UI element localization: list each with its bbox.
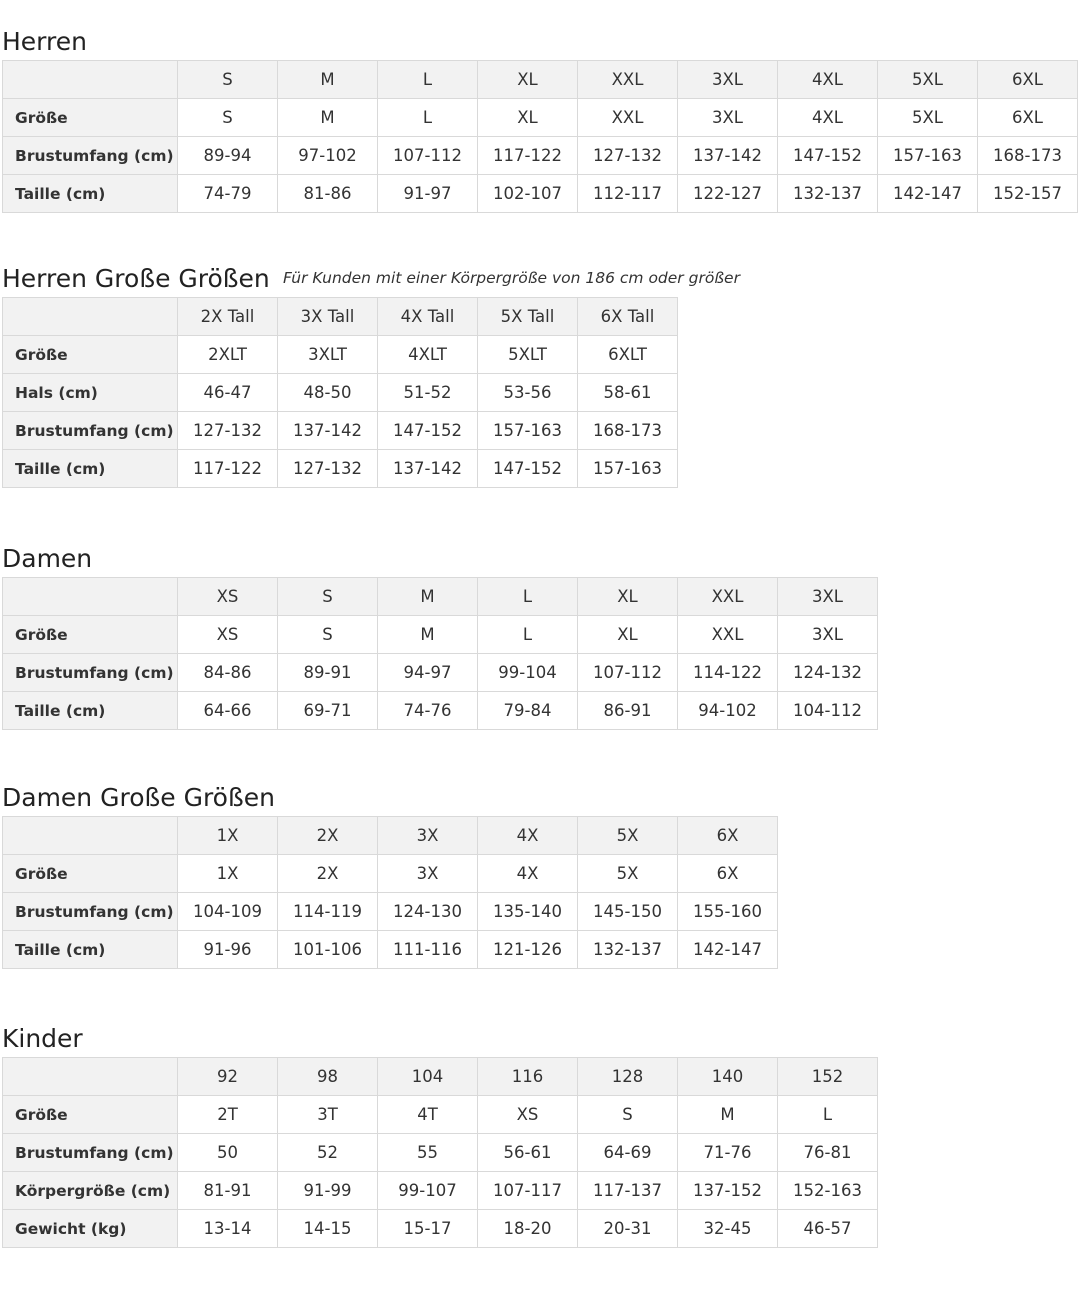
table-row bbox=[3, 336, 678, 374]
size-table-damen-grosse-groessen bbox=[2, 816, 778, 969]
table-cell: 71-76 bbox=[678, 1134, 778, 1172]
row-label: Taille (cm) bbox=[3, 175, 178, 213]
table-cell: 46-47 bbox=[178, 374, 278, 412]
column-header: XL bbox=[478, 61, 578, 99]
header-row bbox=[3, 817, 778, 855]
column-header: 2X Tall bbox=[178, 298, 278, 336]
section-damen bbox=[2, 535, 878, 730]
table-row bbox=[3, 692, 878, 730]
table-cell: 147-152 bbox=[778, 137, 878, 175]
table-cell: 50 bbox=[178, 1134, 278, 1172]
corner-cell bbox=[3, 298, 178, 336]
table-cell: 91-96 bbox=[178, 931, 278, 969]
table-cell: 168-173 bbox=[978, 137, 1078, 175]
size-table-damen bbox=[2, 577, 878, 730]
table-cell: 91-97 bbox=[378, 175, 478, 213]
section-header bbox=[2, 255, 740, 297]
column-header: S bbox=[278, 578, 378, 616]
table-cell: 3X bbox=[378, 855, 478, 893]
table-cell: 137-142 bbox=[678, 137, 778, 175]
column-header: 152 bbox=[778, 1058, 878, 1096]
table-cell: 3XL bbox=[778, 616, 878, 654]
table-cell: 52 bbox=[278, 1134, 378, 1172]
column-header: 104 bbox=[378, 1058, 478, 1096]
corner-cell bbox=[3, 817, 178, 855]
table-cell: 127-132 bbox=[578, 137, 678, 175]
table-cell: 15-17 bbox=[378, 1210, 478, 1248]
table-cell: 152-163 bbox=[778, 1172, 878, 1210]
section-title: Herren bbox=[2, 27, 87, 56]
column-header: 3XL bbox=[678, 61, 778, 99]
table-row bbox=[3, 893, 778, 931]
table-row bbox=[3, 1096, 878, 1134]
row-label: Brustumfang (cm) bbox=[3, 137, 178, 175]
table-cell: 132-137 bbox=[578, 931, 678, 969]
row-label: Taille (cm) bbox=[3, 450, 178, 488]
table-cell: 89-94 bbox=[178, 137, 278, 175]
table-cell: 142-147 bbox=[878, 175, 978, 213]
table-cell: 2T bbox=[178, 1096, 278, 1134]
table-cell: 3XLT bbox=[278, 336, 378, 374]
header-row bbox=[3, 61, 1078, 99]
table-cell: 147-152 bbox=[378, 412, 478, 450]
table-cell: 79-84 bbox=[478, 692, 578, 730]
table-cell: 111-116 bbox=[378, 931, 478, 969]
table-cell: 157-163 bbox=[878, 137, 978, 175]
table-cell: 3XL bbox=[678, 99, 778, 137]
table-cell: 99-107 bbox=[378, 1172, 478, 1210]
table-cell: 1X bbox=[178, 855, 278, 893]
column-header: M bbox=[278, 61, 378, 99]
column-header: M bbox=[378, 578, 478, 616]
table-cell: 4XLT bbox=[378, 336, 478, 374]
column-header: 3XL bbox=[778, 578, 878, 616]
table-cell: 142-147 bbox=[678, 931, 778, 969]
column-header: 6XL bbox=[978, 61, 1078, 99]
table-cell: 4T bbox=[378, 1096, 478, 1134]
column-header: 2X bbox=[278, 817, 378, 855]
table-cell: 117-122 bbox=[178, 450, 278, 488]
table-cell: 3T bbox=[278, 1096, 378, 1134]
table-cell: 168-173 bbox=[578, 412, 678, 450]
table-cell: 107-112 bbox=[578, 654, 678, 692]
table-cell: 122-127 bbox=[678, 175, 778, 213]
table-row bbox=[3, 1210, 878, 1248]
table-cell: 127-132 bbox=[278, 450, 378, 488]
row-label: Taille (cm) bbox=[3, 692, 178, 730]
row-label: Größe bbox=[3, 855, 178, 893]
table-cell: 132-137 bbox=[778, 175, 878, 213]
table-cell: 155-160 bbox=[678, 893, 778, 931]
table-row bbox=[3, 1172, 878, 1210]
table-cell: L bbox=[478, 616, 578, 654]
table-cell: 84-86 bbox=[178, 654, 278, 692]
table-cell: 4XL bbox=[778, 99, 878, 137]
table-cell: 91-99 bbox=[278, 1172, 378, 1210]
table-cell: 56-61 bbox=[478, 1134, 578, 1172]
size-table-kinder bbox=[2, 1057, 878, 1248]
column-header: XXL bbox=[678, 578, 778, 616]
table-cell: 58-61 bbox=[578, 374, 678, 412]
table-cell: M bbox=[278, 99, 378, 137]
table-cell: XS bbox=[178, 616, 278, 654]
column-header: 128 bbox=[578, 1058, 678, 1096]
section-header bbox=[2, 774, 778, 816]
row-label: Brustumfang (cm) bbox=[3, 1134, 178, 1172]
column-header: 5X Tall bbox=[478, 298, 578, 336]
table-cell: 124-132 bbox=[778, 654, 878, 692]
section-note: Für Kunden mit einer Körpergröße von 186 cm oder größer bbox=[283, 269, 740, 287]
section-header bbox=[2, 1015, 878, 1057]
table-cell: 48-50 bbox=[278, 374, 378, 412]
table-cell: 69-71 bbox=[278, 692, 378, 730]
table-cell: 135-140 bbox=[478, 893, 578, 931]
table-cell: 14-15 bbox=[278, 1210, 378, 1248]
column-header: 140 bbox=[678, 1058, 778, 1096]
header-row bbox=[3, 578, 878, 616]
table-cell: 5XL bbox=[878, 99, 978, 137]
row-label: Körpergröße (cm) bbox=[3, 1172, 178, 1210]
section-herren-grosse-groessen bbox=[2, 255, 740, 488]
size-table-herren-grosse-groessen bbox=[2, 297, 678, 488]
table-cell: XXL bbox=[678, 616, 778, 654]
table-cell: 76-81 bbox=[778, 1134, 878, 1172]
column-header: XS bbox=[178, 578, 278, 616]
section-title: Kinder bbox=[2, 1024, 83, 1053]
table-cell: S bbox=[278, 616, 378, 654]
table-cell: 114-122 bbox=[678, 654, 778, 692]
table-cell: 5XLT bbox=[478, 336, 578, 374]
table-cell: 157-163 bbox=[478, 412, 578, 450]
table-cell: 107-117 bbox=[478, 1172, 578, 1210]
table-cell: 137-152 bbox=[678, 1172, 778, 1210]
table-cell: 124-130 bbox=[378, 893, 478, 931]
table-row bbox=[3, 616, 878, 654]
table-cell: 64-66 bbox=[178, 692, 278, 730]
table-cell: M bbox=[378, 616, 478, 654]
row-label: Größe bbox=[3, 616, 178, 654]
column-header: XL bbox=[578, 578, 678, 616]
column-header: 92 bbox=[178, 1058, 278, 1096]
table-cell: 5X bbox=[578, 855, 678, 893]
section-title: Herren Große Größen bbox=[2, 264, 270, 293]
table-cell: 117-122 bbox=[478, 137, 578, 175]
table-cell: 152-157 bbox=[978, 175, 1078, 213]
table-row bbox=[3, 450, 678, 488]
column-header: S bbox=[178, 61, 278, 99]
table-row bbox=[3, 175, 1078, 213]
table-cell: 117-137 bbox=[578, 1172, 678, 1210]
table-cell: 104-112 bbox=[778, 692, 878, 730]
section-title: Damen bbox=[2, 544, 93, 573]
column-header: 116 bbox=[478, 1058, 578, 1096]
table-cell: XL bbox=[478, 99, 578, 137]
table-cell: 53-56 bbox=[478, 374, 578, 412]
table-cell: XXL bbox=[578, 99, 678, 137]
column-header: 3X Tall bbox=[278, 298, 378, 336]
table-cell: 6XLT bbox=[578, 336, 678, 374]
row-label: Brustumfang (cm) bbox=[3, 654, 178, 692]
table-cell: 121-126 bbox=[478, 931, 578, 969]
table-cell: 157-163 bbox=[578, 450, 678, 488]
table-cell: S bbox=[178, 99, 278, 137]
section-damen-grosse-groessen bbox=[2, 774, 778, 969]
column-header: 1X bbox=[178, 817, 278, 855]
column-header: L bbox=[478, 578, 578, 616]
table-cell: 81-91 bbox=[178, 1172, 278, 1210]
table-cell: 147-152 bbox=[478, 450, 578, 488]
table-cell: 74-76 bbox=[378, 692, 478, 730]
table-cell: 6XL bbox=[978, 99, 1078, 137]
row-label: Größe bbox=[3, 1096, 178, 1134]
row-label: Brustumfang (cm) bbox=[3, 893, 178, 931]
section-header bbox=[2, 535, 878, 577]
row-label: Gewicht (kg) bbox=[3, 1210, 178, 1248]
table-row bbox=[3, 654, 878, 692]
table-cell: 46-57 bbox=[778, 1210, 878, 1248]
table-row bbox=[3, 855, 778, 893]
table-cell: 107-112 bbox=[378, 137, 478, 175]
table-row bbox=[3, 412, 678, 450]
table-row bbox=[3, 931, 778, 969]
column-header: 4X bbox=[478, 817, 578, 855]
column-header: 6X bbox=[678, 817, 778, 855]
table-cell: 81-86 bbox=[278, 175, 378, 213]
table-cell: 74-79 bbox=[178, 175, 278, 213]
table-cell: L bbox=[378, 99, 478, 137]
table-cell: XL bbox=[578, 616, 678, 654]
corner-cell bbox=[3, 61, 178, 99]
row-label: Hals (cm) bbox=[3, 374, 178, 412]
corner-cell bbox=[3, 578, 178, 616]
column-header: 4X Tall bbox=[378, 298, 478, 336]
table-cell: 6X bbox=[678, 855, 778, 893]
table-cell: 55 bbox=[378, 1134, 478, 1172]
corner-cell bbox=[3, 1058, 178, 1096]
column-header: 5XL bbox=[878, 61, 978, 99]
table-cell: 94-97 bbox=[378, 654, 478, 692]
header-row bbox=[3, 298, 678, 336]
column-header: 6X Tall bbox=[578, 298, 678, 336]
column-header: 5X bbox=[578, 817, 678, 855]
table-cell: 86-91 bbox=[578, 692, 678, 730]
header-row bbox=[3, 1058, 878, 1096]
table-cell: 51-52 bbox=[378, 374, 478, 412]
section-kinder bbox=[2, 1015, 878, 1248]
table-cell: 112-117 bbox=[578, 175, 678, 213]
row-label: Taille (cm) bbox=[3, 931, 178, 969]
table-cell: 102-107 bbox=[478, 175, 578, 213]
table-row bbox=[3, 374, 678, 412]
table-cell: 20-31 bbox=[578, 1210, 678, 1248]
table-cell: 101-106 bbox=[278, 931, 378, 969]
table-cell: XS bbox=[478, 1096, 578, 1134]
table-cell: S bbox=[578, 1096, 678, 1134]
column-header: 4XL bbox=[778, 61, 878, 99]
section-title: Damen Große Größen bbox=[2, 783, 275, 812]
table-cell: 89-91 bbox=[278, 654, 378, 692]
section-header bbox=[2, 18, 1078, 60]
table-cell: 97-102 bbox=[278, 137, 378, 175]
column-header: 3X bbox=[378, 817, 478, 855]
table-cell: 104-109 bbox=[178, 893, 278, 931]
table-cell: 114-119 bbox=[278, 893, 378, 931]
table-cell: 18-20 bbox=[478, 1210, 578, 1248]
table-row bbox=[3, 137, 1078, 175]
table-cell: 2XLT bbox=[178, 336, 278, 374]
table-cell: 64-69 bbox=[578, 1134, 678, 1172]
table-cell: 32-45 bbox=[678, 1210, 778, 1248]
table-row bbox=[3, 1134, 878, 1172]
column-header: L bbox=[378, 61, 478, 99]
section-herren bbox=[2, 18, 1078, 213]
row-label: Brustumfang (cm) bbox=[3, 412, 178, 450]
table-cell: 137-142 bbox=[378, 450, 478, 488]
table-cell: M bbox=[678, 1096, 778, 1134]
table-cell: 4X bbox=[478, 855, 578, 893]
table-row bbox=[3, 99, 1078, 137]
table-cell: 94-102 bbox=[678, 692, 778, 730]
column-header: 98 bbox=[278, 1058, 378, 1096]
table-cell: 145-150 bbox=[578, 893, 678, 931]
row-label: Größe bbox=[3, 336, 178, 374]
row-label: Größe bbox=[3, 99, 178, 137]
table-cell: 13-14 bbox=[178, 1210, 278, 1248]
table-cell: 137-142 bbox=[278, 412, 378, 450]
table-cell: 99-104 bbox=[478, 654, 578, 692]
table-cell: 127-132 bbox=[178, 412, 278, 450]
size-table-herren bbox=[2, 60, 1078, 213]
column-header: XXL bbox=[578, 61, 678, 99]
table-cell: 2X bbox=[278, 855, 378, 893]
table-cell: L bbox=[778, 1096, 878, 1134]
